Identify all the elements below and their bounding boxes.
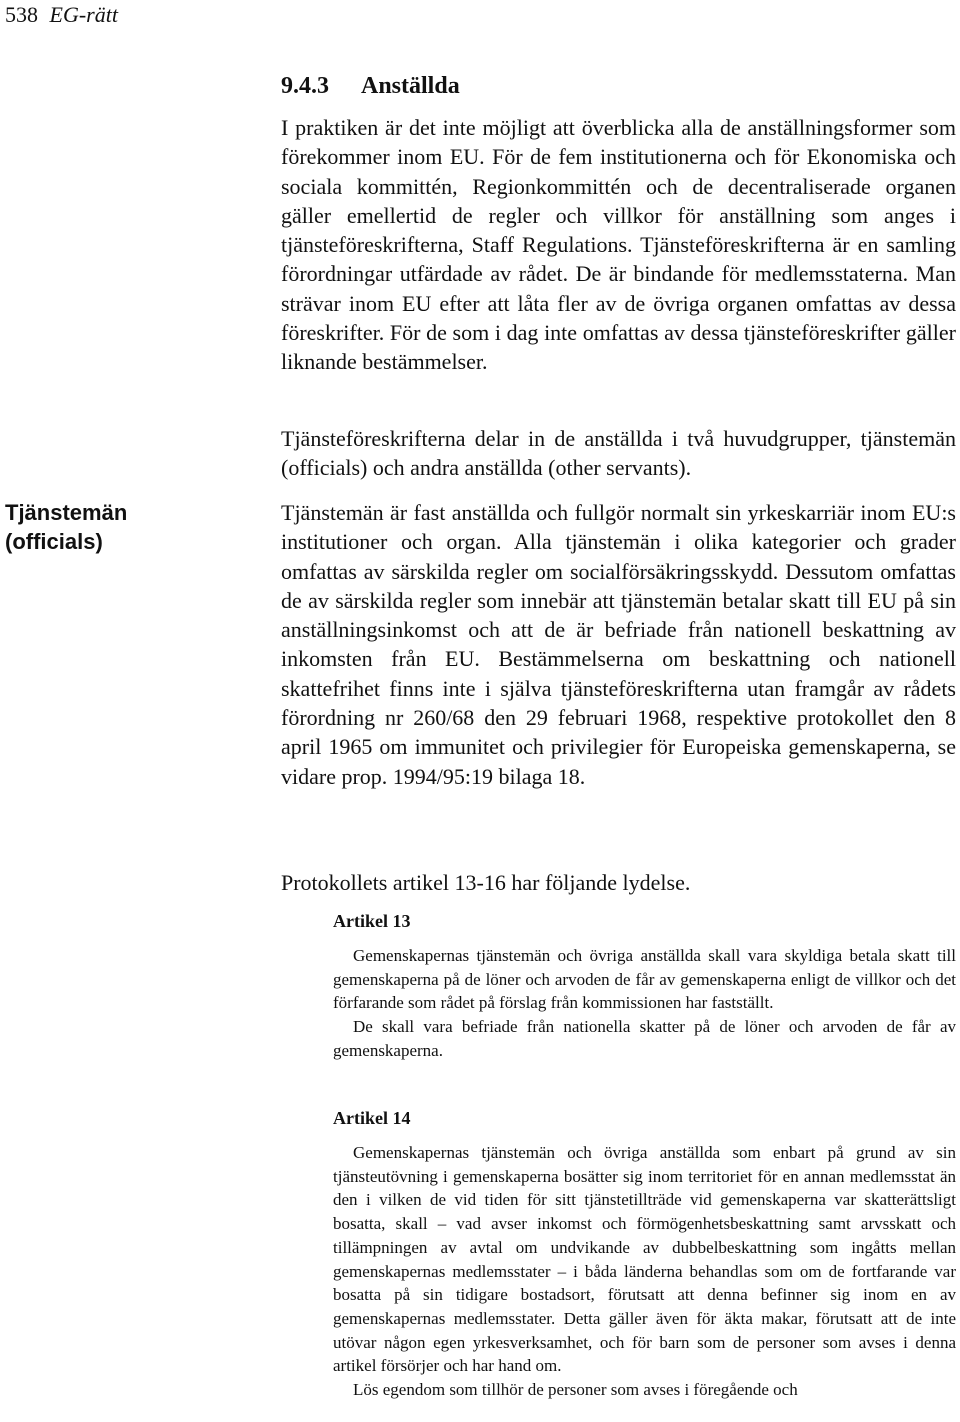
article-14 [333,1107,956,1402]
section-heading [281,72,460,100]
article-13-paragraph-2: De skall vara befriade från nationella skatter på de löner och arvoden de får av gemenskaperna. [333,1017,956,1060]
paragraph-3: Tjänstemän är fast anställda och fullgör normalt sin yrkeskarriär inom EU:s institutioner och organ. Alla tjänstemän i olika kategorier och grader omfattas av särskilda regler om socialförsäkringsskydd. Dessutom omfattas de av särskilda regler som innebär att tjänstemän betalar skatt till EU på sin anställningsinkomst och att de är befriade från nationell beskattning av inkomsten från EU. Bestämmelserna om beskattning och nationell skattefrihet finns inte i själva tjänsteföreskrifterna utan framgår av rådets förordning nr 260/68 den 29 februari 1968, respektive protokollet den 8 april 1965 om immunitet och privilegier för Europeiska gemenskaperna, se vidare prop. 1994/95:19 bilaga 18. [281,500,956,789]
page-header [5,2,118,28]
section-title: Anställda [361,73,460,99]
margin-note [5,498,155,556]
article-13-title: Artikel 13 [333,911,411,931]
article-13 [333,910,956,1063]
article-14-paragraph-1: Gemenskapernas tjänstemän och övriga anställda som enbart på grund av sin tjänsteutövning i gemenskaperna bosätter sig inom territoriet för en annan medlemsstat än den i vilken de vid tiden för sitt tjänstetillträde vid gemenskaperna var skatterättsligt bosatta, skall – vad avser inkomst och förmögenhetsbeskattning samt arvsskatt och tillämpningen av avtal om undvikande av dubbelbeskattning som ingåtts mellan gemenskapernas medlemsstater – i båda länderna behandlas som om de fortfarande var bosatta på sin tidigare bostadsort, förutsatt att denna befinner sig inom en av gemenskapernas medlemsstater. Detta gäller även för äkta makar, förutsatt att de inte utövar någon egen yrkesverksamhet, och för barn som de personer som avses i denna artikel försörjer och har hand om. [333,1143,956,1376]
paragraph-2: Tjänsteföreskrifterna delar in de anställda i två huvudgrupper, tjänstemän (officials) och andra anställda (other servants). [281,426,956,481]
page-number: 538 [5,2,38,27]
section-number: 9.4.3 [281,73,329,99]
margin-note-line-1: Tjänstemän [5,500,128,525]
article-13-paragraph-1: Gemenskapernas tjänstemän och övriga anställda skall vara skyldiga betala skatt till gemenskaperna på de löner och arvoden de får av gemenskaperna enligt de villkor och det förfarande som rådet på förslag från kommissionen har fastställt. [333,946,956,1013]
margin-note-line-2: (officials) [5,529,103,554]
article-14-title: Artikel 14 [333,1108,411,1128]
paragraph-1: I praktiken är det inte möjligt att överblicka alla de anställningsformer som förekommer inom EU. För de fem institutionerna och för Ekonomiska och sociala kommittén, Regionkommittén och de decentraliserade organen gäller emellertid de regler och villkor för anställning som anges i tjänsteföreskrifterna, Staff Regulations. Tjänsteföreskrifterna är en samling förordningar utfärdade av rådet. De är bindande för medlemsstaterna. Man strävar inom EU efter att låta fler av de övriga organen omfattas av dessa föreskrifter. För de som i dag inte omfattas av dessa tjänsteföreskrifter gäller liknande bestämmelser. [281,115,956,375]
paragraph-4: Protokollets artikel 13-16 har följande lydelse. [281,870,691,895]
running-title: EG-rätt [49,2,118,27]
article-14-paragraph-2: Lös egendom som tillhör de personer som avses i föregående och [353,1380,798,1400]
